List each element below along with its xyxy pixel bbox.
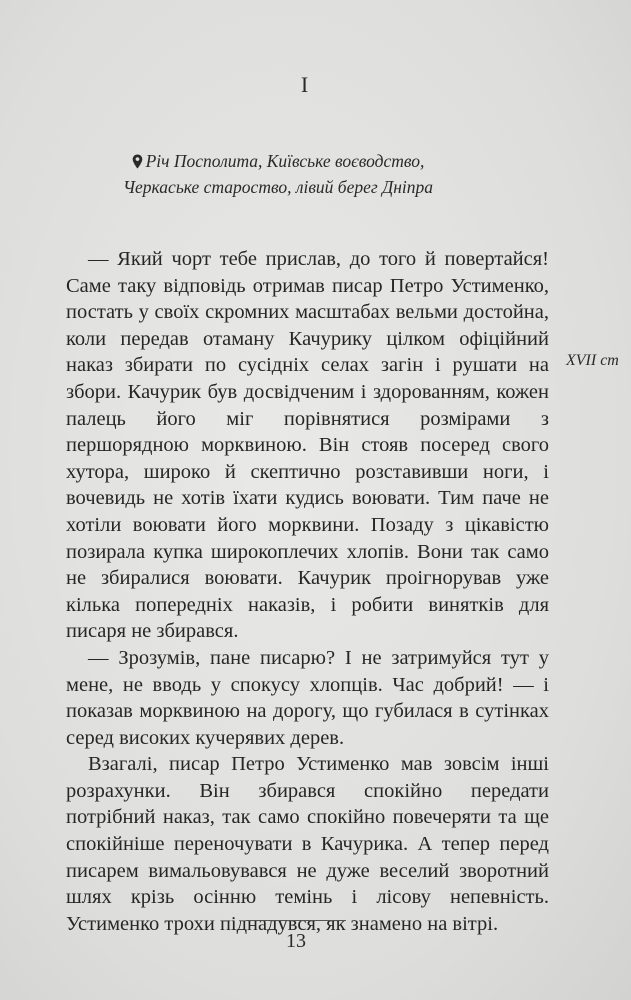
body-text bbox=[66, 246, 549, 937]
location-pin-icon bbox=[132, 154, 143, 169]
paragraph: — Який чорт тебе прислав, до того й повертайся! Саме таку відповідь отримав писар Петро Устименко, постать у своїх скромних масштабах вельми достойна, коли передав отаману Качурику цілком офіційний наказ збирати по сусідніх селах загін і рушати на збори. Качурик був досвідченим і здорованням, кожен палець його міг порівнятися розмірами з першорядною морквиною. Він стояв посеред свого хутора, широко й скептично розставивши ноги, і вочевидь не хотів їхати кудись воювати. Тим паче не хотіли воювати його морквини. Позаду з цікавістю позирала купка широкоплечих хлопів. Вони так само не збиралися воювати. Качурик проігнорував уже кілька попередніх наказів, і робити винятків для писаря не збирався. bbox=[66, 248, 549, 643]
chapter-number: I bbox=[300, 72, 310, 97]
margin-note-century: XVII ст bbox=[566, 352, 619, 369]
paragraph: Взагалі, писар Петро Устименко мав зовсім інші розрахунки. Він збирався спокійно передати потрібний наказ, так само спокійно повечеряти та ще спокійніше переночувати в Качурика. А тепер перед писарем вимальовувався не дуже веселий зворотний шлях крізь осінню темінь і лісову непевність. Устименко трохи піднадувся, як знамено на вітрі. bbox=[66, 753, 549, 935]
location-line-1 bbox=[0, 148, 556, 174]
paragraph: — Зрозумів, пане писарю? І не затримуйся тут у мене, не вводь у спокусу хлопців. Час добрий! — і показав морквиною на дорогу, що губилася в сутінках серед високих кучерявих дерев. bbox=[66, 646, 549, 749]
location-heading bbox=[0, 148, 556, 200]
location-line-2: Черкаське староство, лівий берег Дніпра bbox=[122, 177, 434, 197]
page-number: 13 bbox=[286, 930, 306, 952]
location-line-1-text: Річ Посполита, Київське воєводство, bbox=[145, 151, 425, 171]
footer-rule bbox=[246, 920, 346, 921]
